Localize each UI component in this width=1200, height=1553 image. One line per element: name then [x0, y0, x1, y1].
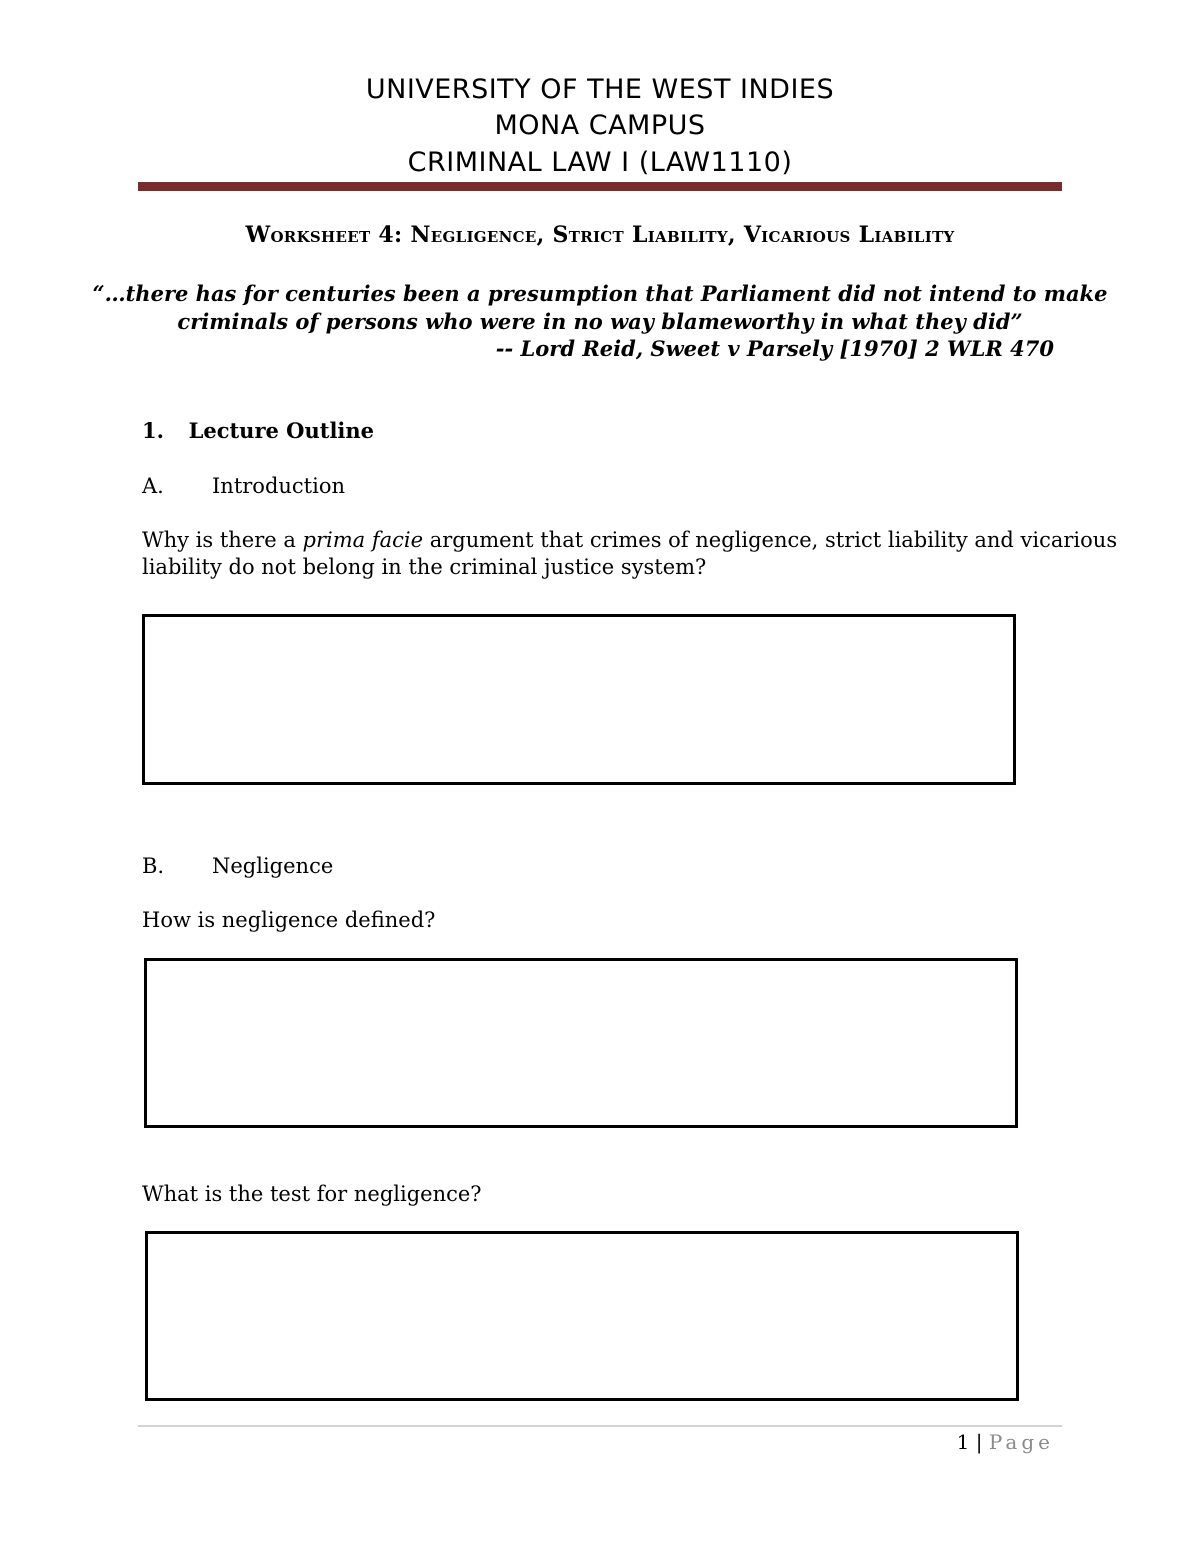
question-text: argument that crimes of negligence, strict liability and vicarious [423, 528, 1118, 552]
subsection-a-letter: A. [142, 474, 164, 498]
subsection-a-title: Introduction [212, 474, 345, 498]
campus-name: MONA CAMPUS [494, 110, 706, 141]
section-number: 1. [142, 418, 164, 443]
question-negligence-test: What is the test for negligence? [142, 1182, 482, 1206]
worksheet-title: Worksheet 4: Negligence, Strict Liability, Vicarious Liability [245, 222, 955, 248]
page-separator: | [975, 1430, 983, 1454]
footer-divider [138, 1425, 1062, 1427]
page-number: 1 [956, 1430, 970, 1454]
answer-box-negligence-test[interactable] [145, 1231, 1019, 1401]
quote-line-1: “…there has for centuries been a presumption that Parliament did not intend to make [92, 281, 1108, 306]
question-text: Why is there a [142, 528, 303, 552]
question-intro-line-2: liability do not belong in the criminal justice system? [142, 555, 707, 579]
question-intro-line-1 [142, 526, 1117, 554]
page-footer [957, 1428, 1054, 1456]
subsection-b-heading [142, 852, 333, 880]
section-heading [142, 417, 374, 445]
quote-attribution: -- Lord Reid, Sweet v Parsely [1970] 2 WLR 470 [495, 336, 1054, 361]
subsection-b-title: Negligence [212, 854, 334, 878]
answer-box-introduction[interactable] [142, 614, 1016, 785]
quote-line-2: criminals of persons who were in no way blameworthy in what they did” [177, 309, 1023, 334]
question-negligence-definition: How is negligence defined? [142, 908, 436, 932]
header-divider [138, 182, 1062, 191]
page-label: Page [988, 1430, 1054, 1454]
question-italic-term: prima facie [302, 528, 424, 552]
course-title: CRIMINAL LAW I (LAW1110) [407, 147, 793, 178]
university-name: UNIVERSITY OF THE WEST INDIES [365, 74, 835, 105]
subsection-a-heading [142, 472, 345, 500]
subsection-b-letter: B. [142, 854, 165, 878]
answer-box-negligence-definition[interactable] [144, 958, 1018, 1128]
section-title: Lecture Outline [188, 418, 375, 443]
